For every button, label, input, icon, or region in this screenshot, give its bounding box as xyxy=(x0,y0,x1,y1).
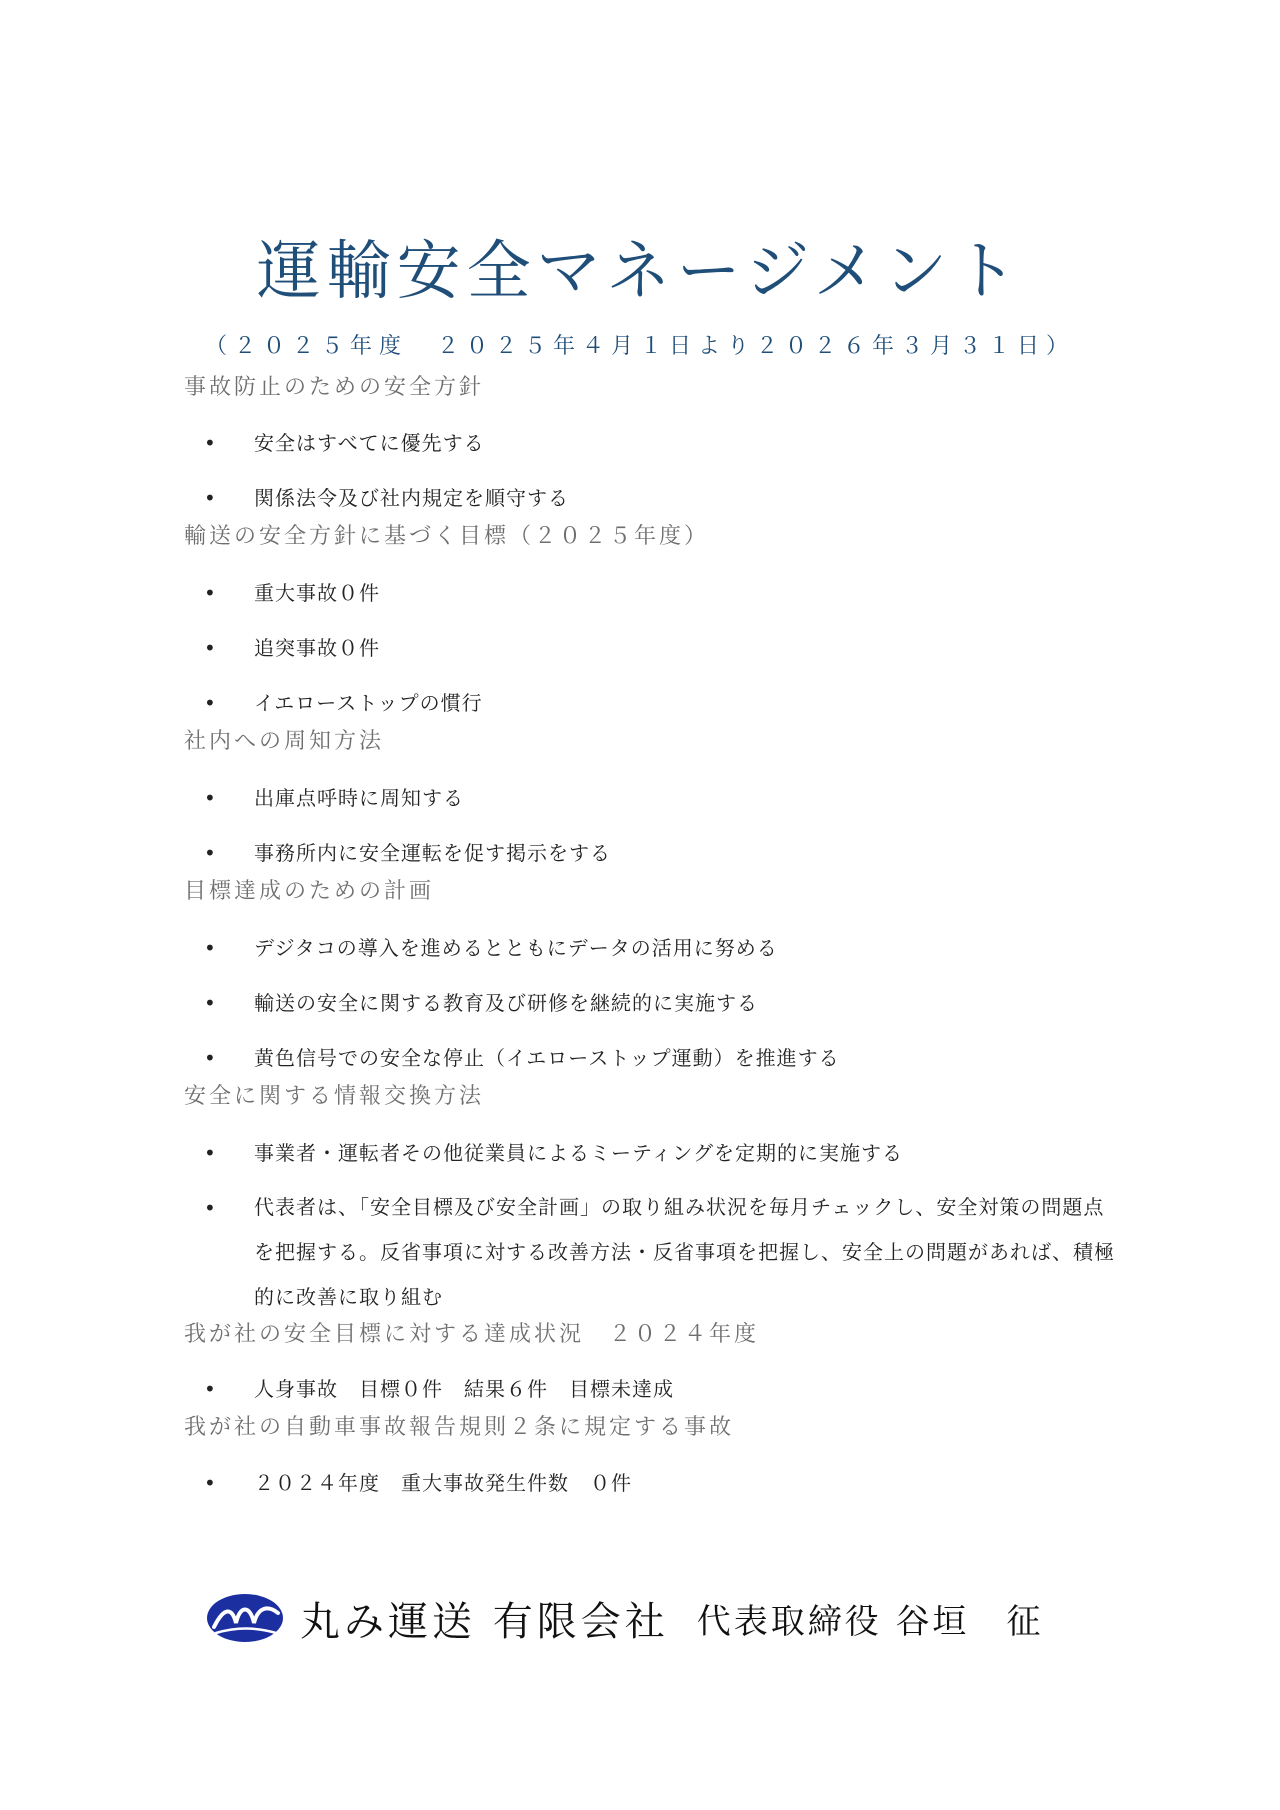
company-signature xyxy=(206,1578,1044,1658)
section-heading: 安全に関する情報交換方法 xyxy=(184,1084,485,1109)
section-heading: 目標達成のための計画 xyxy=(184,879,435,904)
wave-m-logo-icon xyxy=(206,1593,284,1643)
section-heading: 我が社の安全目標に対する達成状況 ２０２４年度 xyxy=(184,1322,760,1347)
section-heading: 社内への周知方法 xyxy=(184,729,385,754)
company-name: 丸み運送 有限会社 xyxy=(300,1598,669,1645)
representative-name: 代表取締役 谷垣 征 xyxy=(696,1601,1044,1642)
section-heading: 我が社の自動車事故報告規則２条に規定する事故 xyxy=(184,1415,735,1440)
section-heading: 事故防止のための安全方針 xyxy=(184,375,485,400)
fiscal-period: （２０２５年度 ２０２５年４月１日より２０２６年３月３１日） xyxy=(204,334,1075,359)
section-heading: 輸送の安全方針に基づく目標（２０２５年度） xyxy=(184,524,710,549)
page-title: 運輸安全マネージメント xyxy=(256,235,1024,309)
